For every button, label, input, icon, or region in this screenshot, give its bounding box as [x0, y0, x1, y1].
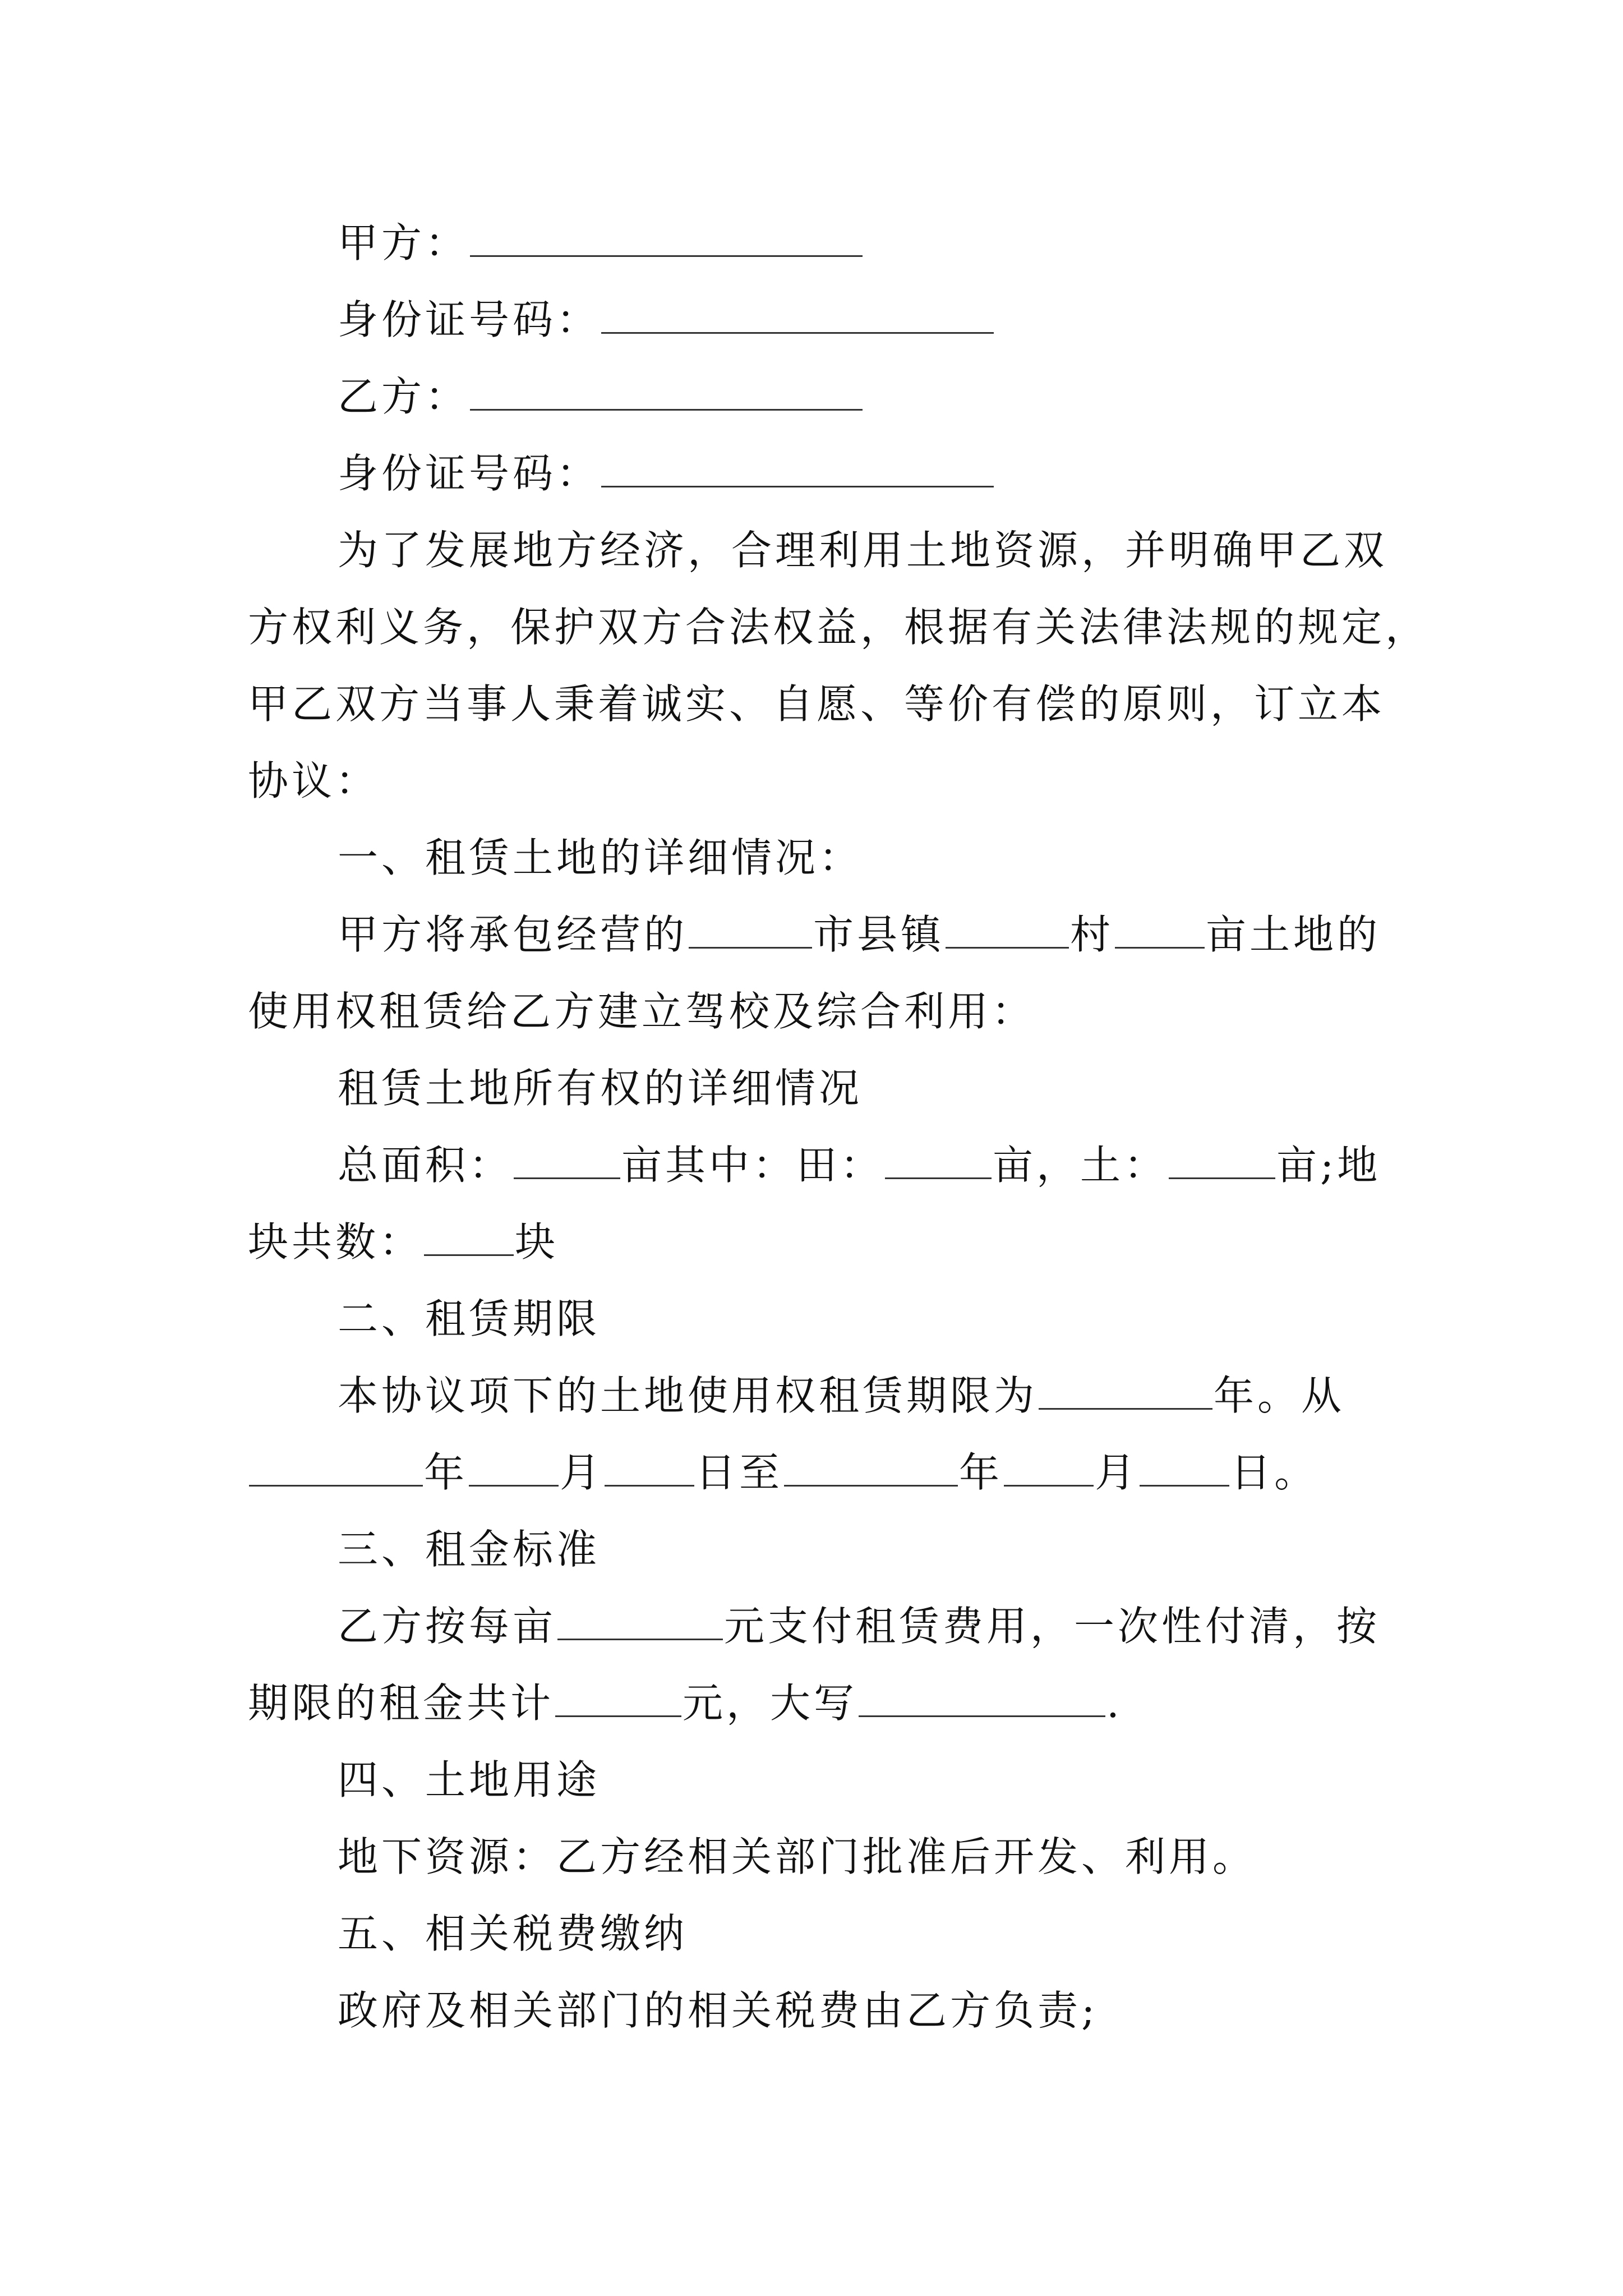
party-a-blank [470, 223, 863, 257]
blank [859, 1683, 1105, 1717]
blank [1115, 914, 1205, 949]
blank [514, 1145, 620, 1179]
blank [249, 1452, 423, 1487]
section-heading: 三、租金标准 [338, 1526, 601, 1573]
preamble-line: 为了发展地方经济，合理利用土地资源，并明确甲乙双 [338, 527, 1388, 574]
text-span: 亩其中：田： [621, 1142, 884, 1189]
section3-line2 [248, 1665, 1398, 1742]
text-span: 元支付租赁费用，一次性付清，按 [724, 1603, 1381, 1650]
party-b-id-label: 身份证号码： [338, 450, 601, 497]
section1-line2: 使用权租赁给乙方建立驾校及综合利用： [248, 988, 1036, 1035]
text-span: 亩土地的 [1206, 911, 1381, 958]
text-span: 年 [424, 1449, 468, 1496]
blank [885, 1145, 992, 1179]
text-span: 年 [959, 1449, 1003, 1496]
party-a-id-blank [601, 300, 994, 334]
text-span: 总面积： [338, 1142, 513, 1189]
text-span: 日至 [695, 1449, 783, 1496]
section-heading: 五、相关税费缴纳 [338, 1910, 688, 1957]
section3-line1 [248, 1588, 1398, 1665]
text-span: 日。 [1230, 1449, 1318, 1496]
section-heading: 一、租赁土地的详细情况： [338, 834, 863, 881]
blank [469, 1452, 559, 1487]
party-a-line [248, 205, 1398, 282]
text-span: 期限的租金共计 [248, 1680, 555, 1727]
section-heading: 四、土地用途 [338, 1756, 601, 1803]
party-b-line [248, 358, 1398, 435]
blank [605, 1452, 694, 1487]
text-span: 年。从 [1214, 1372, 1345, 1419]
party-a-id-label: 身份证号码： [338, 296, 601, 343]
text-span: . [1106, 1680, 1123, 1727]
party-b-id-line [248, 435, 1398, 512]
blank [689, 914, 812, 949]
blank [946, 914, 1069, 949]
party-b-label: 乙方： [338, 373, 469, 420]
party-a-label: 甲方： [338, 219, 469, 266]
blank [1004, 1452, 1094, 1487]
text-span: 甲方将承包经营的 [338, 911, 688, 958]
text-span: 元，大写 [683, 1680, 858, 1727]
blank [424, 1222, 514, 1256]
text-span: 市县镇 [813, 911, 945, 958]
text-span: 亩;地 [1276, 1142, 1381, 1189]
section1-area-line [248, 1127, 1398, 1204]
section2-line2 [248, 1434, 1398, 1511]
preamble-line: 协议： [248, 757, 380, 804]
text-span: 块 [515, 1218, 559, 1266]
party-b-id-blank [601, 453, 994, 487]
text-span: 月 [1095, 1449, 1139, 1496]
section1-line1 [248, 896, 1398, 973]
section2-line1 [248, 1358, 1398, 1434]
party-b-blank [470, 376, 863, 411]
text-span: 本协议项下的土地使用权租赁期限为 [338, 1372, 1038, 1419]
section1-plots-line [248, 1204, 1398, 1281]
preamble-line: 甲乙双方当事人秉着诚实、自愿、等价有偿的原则，订立本 [248, 680, 1386, 728]
contract-page [248, 205, 1430, 2049]
blank [557, 1606, 723, 1640]
text-span: 村 [1070, 911, 1114, 958]
preamble-line: 方权利义务，保护双方合法权益，根据有关法律法规的规定， [248, 604, 1430, 651]
blank [555, 1683, 681, 1717]
blank [784, 1452, 958, 1487]
text-span: 月 [560, 1449, 604, 1496]
text-span: 乙方按每亩 [338, 1603, 557, 1650]
section-heading: 二、租赁期限 [338, 1295, 601, 1342]
text-span: 块共数： [248, 1218, 423, 1266]
blank [1039, 1375, 1212, 1410]
section5-text: 政府及相关部门的相关税费由乙方负责; [338, 1987, 1099, 2034]
text-span: 亩，土： [993, 1142, 1168, 1189]
section4-text: 地下资源：乙方经相关部门批准后开发、利用。 [338, 1833, 1257, 1880]
blank [1140, 1452, 1229, 1487]
section1-ownership: 租赁土地所有权的详细情况 [338, 1065, 863, 1112]
blank [1169, 1145, 1275, 1179]
party-a-id-line [248, 282, 1398, 358]
